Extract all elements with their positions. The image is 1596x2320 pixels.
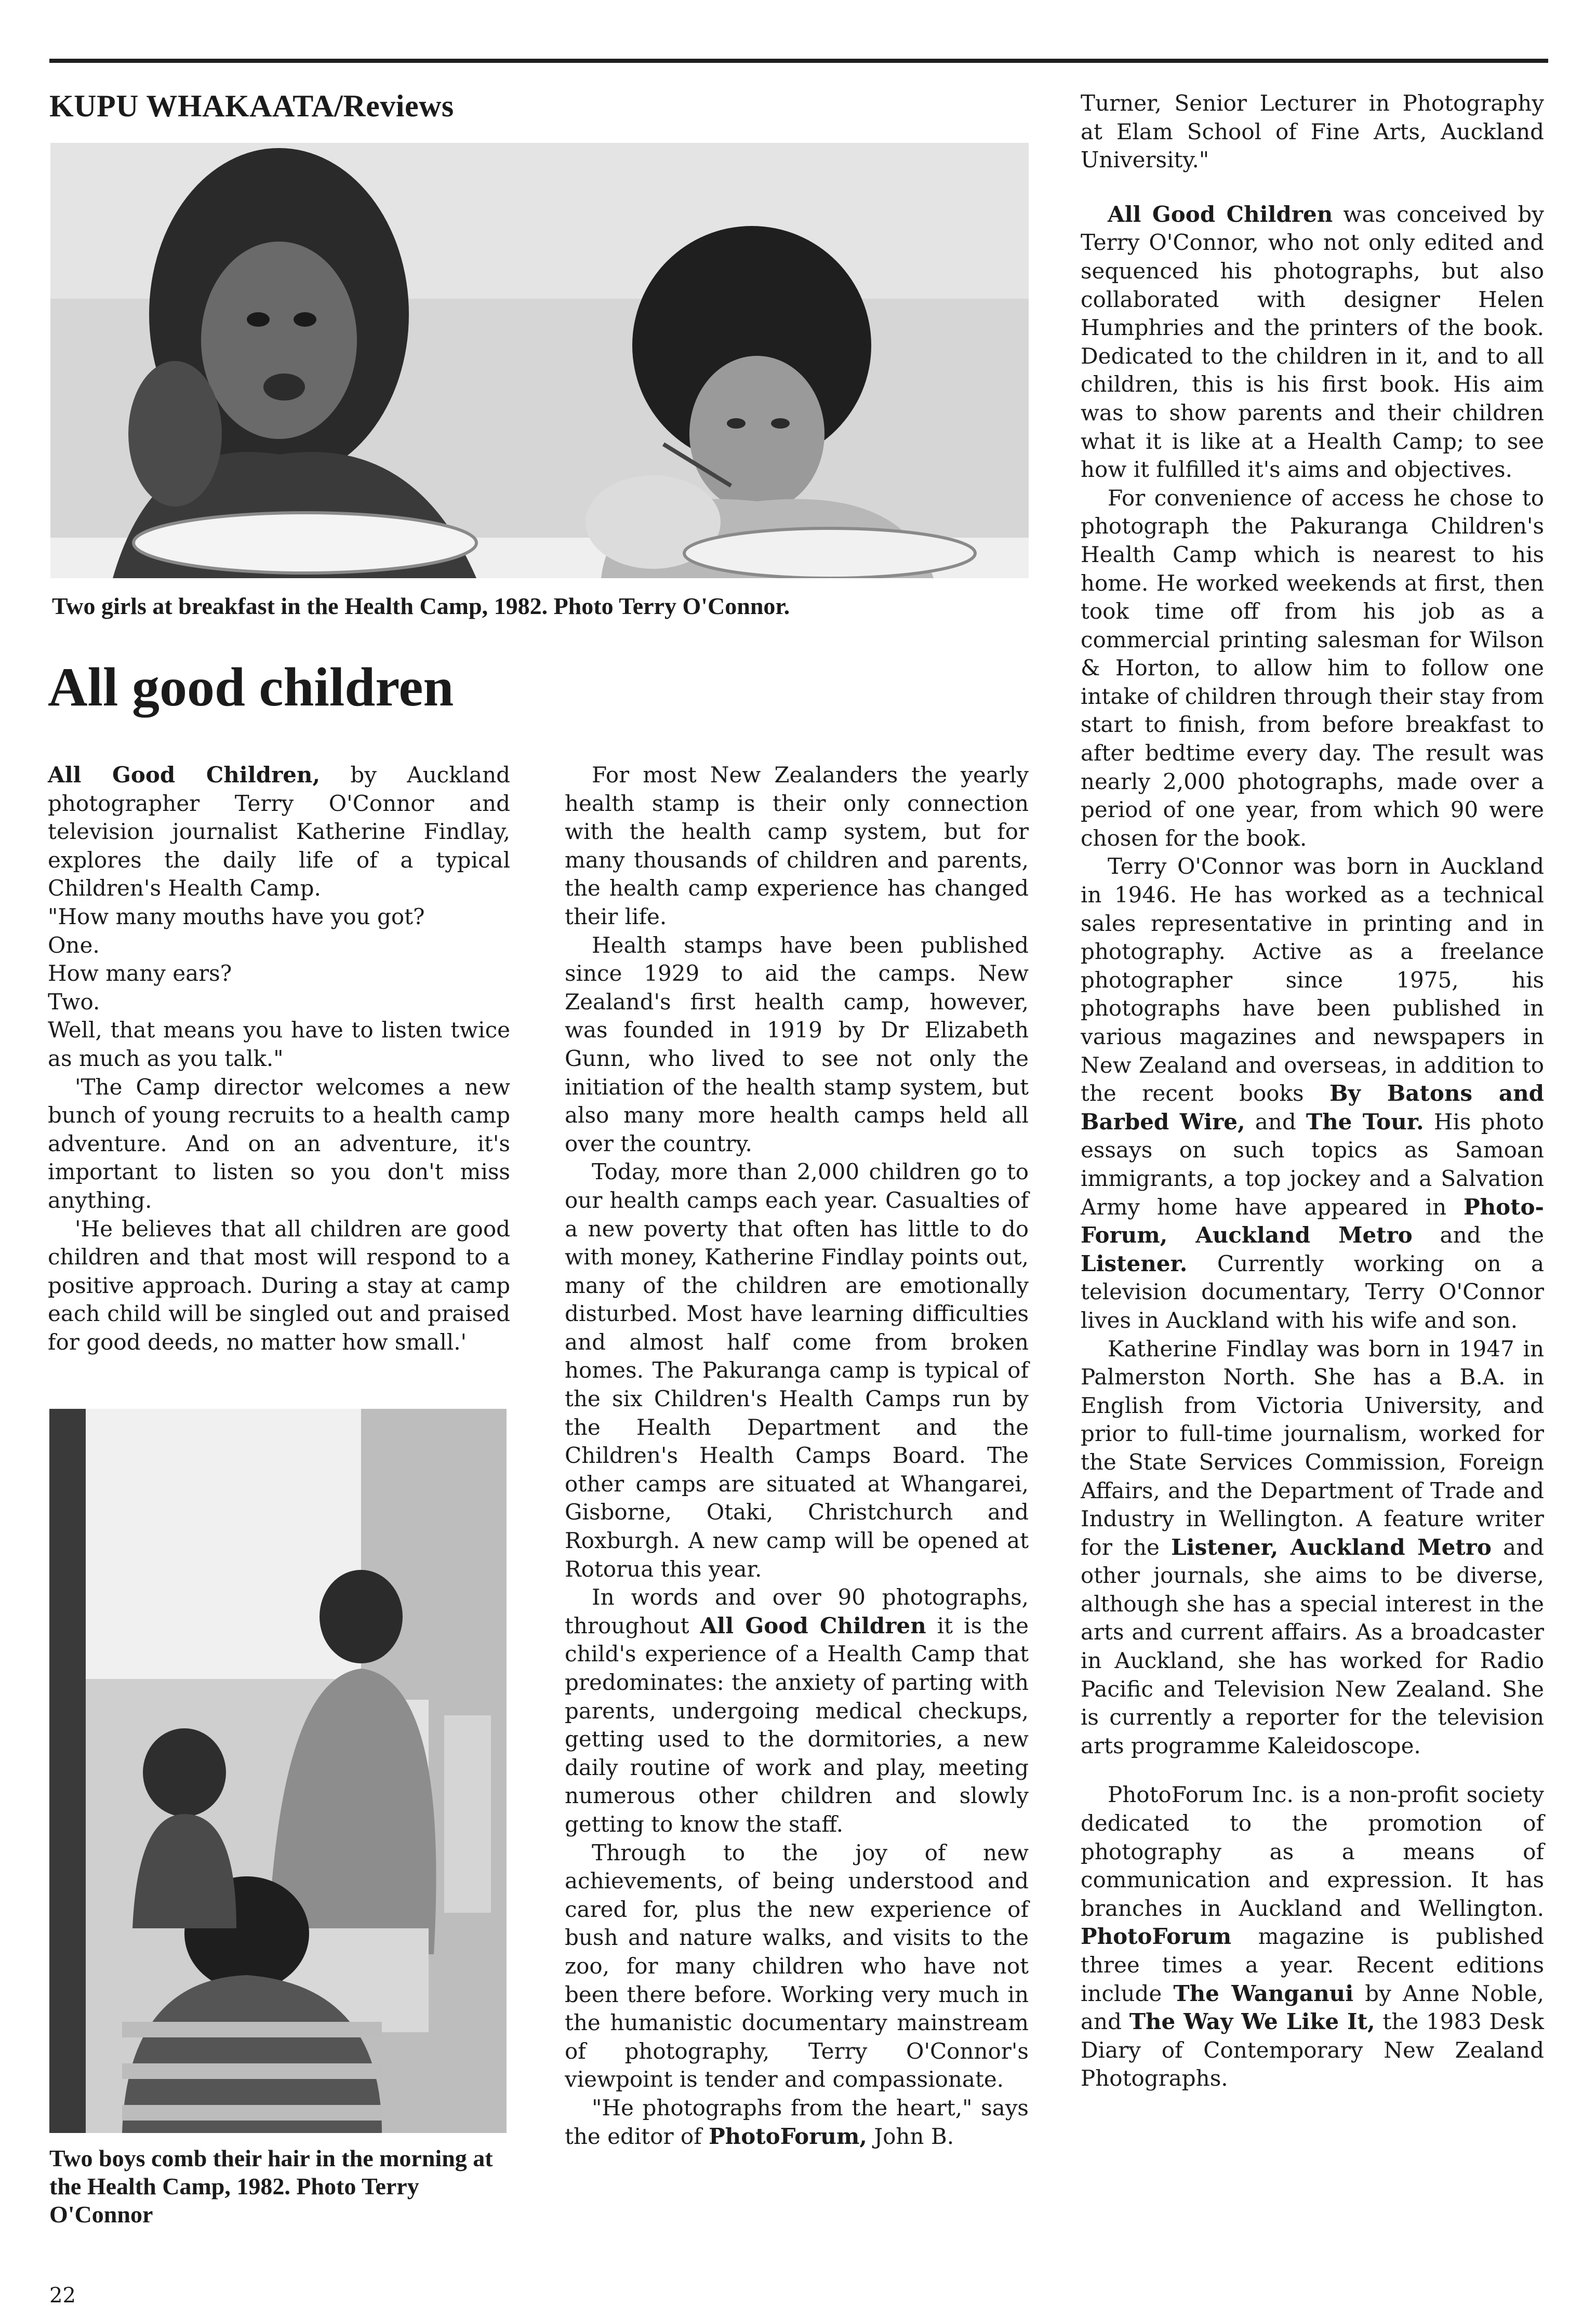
article-column-3 — [1081, 89, 1544, 2093]
article-headline: All good children — [48, 657, 454, 717]
body-paragraph: Today, more than 2,000 children go to our health camps each year. Casualties of a new poverty that often has little to do with money, Katherine Findlay points out, many of the children are emotionally disturbed. Most have learning difficulties and almost half come from broken homes. The Pakuranga camp is typical of the six Children's Health Camps run by the Health Department and the Children's Health Camps Board. The other camps are situated at Whangarei, Gisborne, Otaki, Christchurch and Roxburgh. A new camp will be opened at Rotorua this year. — [565, 1159, 1029, 1582]
photo-caption-girls: Two girls at breakfast in the Health Camp, 1982. Photo Terry O'Connor. — [52, 593, 790, 619]
photo-boys-combing-image — [49, 1409, 507, 2133]
body-paragraph: In words and over 90 photographs, throughout All Good Children it is the child's experience of a Health Camp that predominates: the anxiety of parting with parents, undergoing medical checkups, getting used to the dormitories, a new daily routine of work and play, meeting numerous other children and slowly getting to know the staff. — [565, 1584, 1029, 1837]
page-number: 22 — [49, 2284, 76, 2308]
photo-girls-breakfast — [50, 143, 1029, 578]
section-heading: KUPU WHAKAATA/Reviews — [49, 89, 454, 123]
dialogue-line: One. — [48, 932, 100, 958]
body-paragraph: All Good Children was conceived by Terry O'Connor, who not only edited and sequenced his photographs, but also collaborated with designer Helen Humphries and the printers of the book. Dedicated to the children in it, and to all children, this is his first book. His aim was to show parents and their children what it is like at a Health Camp; to see how it fulfilled it's aims and objectives. — [1081, 201, 1544, 483]
dialogue-line: Two. — [48, 989, 100, 1015]
photo-boys-combing — [49, 1409, 507, 2133]
body-paragraph: PhotoForum Inc. is a non-profit society dedicated to the promotion of photography as a means of communication and expression. It has branches in Auckland and Wellington. PhotoForum magazine is published three times a year. Recent editions include The Wanganui by Anne Noble, and The Way We Like It, the 1983 Desk Diary of Contemporary New Zealand Photographs. — [1081, 1782, 1545, 2091]
photo-caption-boys: Two boys comb their hair in the morning at the Health Camp, 1982. Photo Terry O'Connor — [49, 2145, 493, 2228]
continued-paragraph: Turner, Senior Lecturer in Photography at Elam School of Fine Arts, Auckland University." — [1081, 90, 1544, 173]
article-column-2 — [565, 761, 1029, 2151]
body-paragraph: Terry O'Connor was born in Auckland in 1946. He has worked as a technical sales representative in printing and in photography. Active as a freelance photographer since 1975, his photographs have been published in various magazines and newspapers in New Zealand and overseas, in addition to the recent books By Batons and Barbed Wire, and The Tour. His photo essays on such topics as Samoan immigrants, a top jockey and a Salvation Army home have appeared in Photo-Forum, Auckland Metro and the Listener. Currently working on a television documentary, Terry O'Connor lives in Auckland with his wife and son. — [1081, 854, 1544, 1333]
top-rule — [49, 59, 1548, 63]
body-paragraph: "He photographs from the heart," says the editor of PhotoForum, John B. — [565, 2095, 1029, 2149]
body-paragraph: For convenience of access he chose to photograph the Pakuranga Children's Health Camp which is nearest to his home. He worked weekends at first, then took time off from his job as a commercial printing salesman for Wilson & Horton, to allow him to follow one intake of children through their stay from start to finish, from before breakfast to after bedtime every day. The result was nearly 2,000 photographs, made over a period of one year, from which 90 were chosen for the book. — [1081, 485, 1544, 851]
article-column-1 — [48, 761, 510, 1356]
body-paragraph: Katherine Findlay was born in 1947 in Palmerston North. She has a B.A. in English from Victoria University, and prior to full-time journalism, worked for the State Services Commission, Foreign Affairs, and the Department of Trade and Industry in Wellington. A feature writer for the Listener, Auckland Metro and other journals, she aims to be diverse, although she has a special interest in the arts and current affairs. As a broadcaster in Auckland, she has worked for Radio Pacific and Television New Zealand. She is currently a reporter for the television arts programme Kaleidoscope. — [1081, 1336, 1544, 1758]
dialogue-line: Well, that means you have to listen twice as much as you talk." — [48, 1017, 510, 1071]
body-paragraph: For most New Zealanders the yearly health stamp is their only connection with the health camp system, but for many thousands of children and parents, the health camp experience has changed their life. — [565, 762, 1029, 929]
body-paragraph: 'He believes that all children are good children and that most will respond to a positive approach. During a stay at camp each child will be singled out and praised for good deeds, no matter how small.' — [48, 1216, 510, 1355]
body-paragraph: Through to the joy of new achievements, of being understood and cared for, plus the new experience of bush and nature walks, and visits to the zoo, for many children who have not been there before. Working very much in the humanistic documentary mainstream of photography, Terry O'Connor's viewpoint is tender and compassionate. — [565, 1839, 1029, 2092]
dialogue-line: How many ears? — [48, 961, 232, 986]
photo-girls-breakfast-image — [50, 143, 1029, 578]
intro-paragraph: All Good Children, by Auckland photographer Terry O'Connor and television journalist Katherine Findlay, explores the daily life of a typical Children's Health Camp. — [48, 762, 510, 901]
body-paragraph: 'The Camp director welcomes a new bunch of young recruits to a health camp adventure. And on an adventure, it's important to listen so you don't miss anything. — [48, 1074, 510, 1213]
body-paragraph: Health stamps have been published since 1929 to aid the camps. New Zealand's first health camp, however, was founded in 1919 by Dr Elizabeth Gunn, who lived to see not only the initiation of the health stamp system, but also many more health camps held all over the country. — [565, 932, 1029, 1156]
dialogue-line: "How many mouths have you got? — [48, 903, 425, 929]
